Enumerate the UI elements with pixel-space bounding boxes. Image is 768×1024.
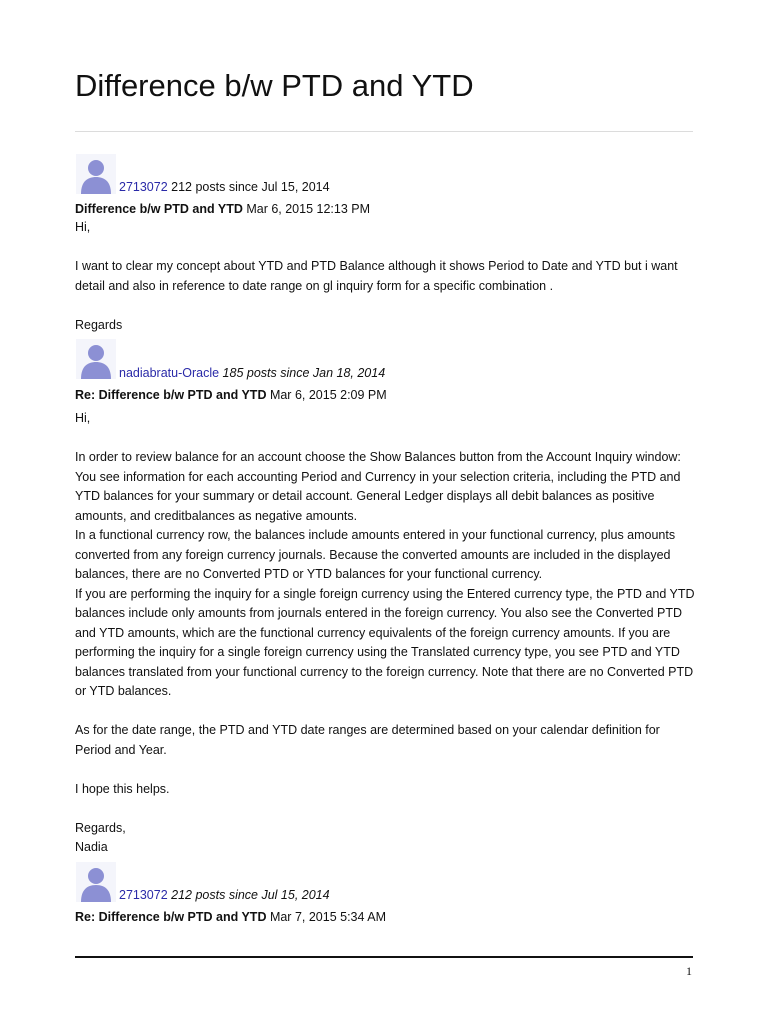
post-subject: Difference b/w PTD and YTD (75, 202, 243, 216)
post-date: Mar 7, 2015 5:34 AM (266, 910, 386, 924)
post-subject: Re: Difference b/w PTD and YTD (75, 910, 267, 924)
author-link[interactable]: 2713072 (119, 180, 168, 194)
post-date: Mar 6, 2015 12:13 PM (242, 202, 371, 216)
body-paragraph: As for the date range, the PTD and YTD date ranges are determined based on your calendar definition for Period and Year. (75, 723, 660, 757)
author-link[interactable]: nadiabratu-Oracle (119, 366, 220, 380)
post-date: Mar 6, 2015 2:09 PM (266, 388, 387, 402)
body-paragraph: Regards, (75, 820, 126, 835)
body-paragraph: Nadia (75, 840, 108, 854)
post-heading (75, 909, 386, 925)
body-paragraph: In a functional currency row, the balances include amounts entered in your functional currency, plus amounts converted from any foreign currency journals. Because the converted amounts are included in the displayed balances, there are no Converted PTD or YTD balances for your functional currency. (75, 528, 676, 581)
author-meta: 212 posts since Jul 15, 2014 (167, 888, 330, 902)
body-paragraph: I hope this helps. (75, 781, 170, 796)
user-icon (76, 862, 116, 902)
avatar[interactable] (76, 154, 116, 194)
post-heading (75, 201, 370, 217)
title-divider (75, 131, 693, 132)
avatar[interactable] (76, 339, 116, 379)
author-link[interactable]: 2713072 (119, 888, 168, 902)
user-icon (76, 154, 116, 194)
body-paragraph: Hi, (75, 220, 91, 234)
post-heading (75, 387, 387, 403)
post-subject: Re: Difference b/w PTD and YTD (75, 388, 267, 402)
body-paragraph: I want to clear my concept about YTD and PTD Balance although it shows Period to Date and YTD but i want detail and also in reference to date range on gl inquiry form for a specific combination . (75, 259, 678, 293)
avatar[interactable] (76, 862, 116, 902)
page-number: 1 (686, 964, 692, 978)
post-body (75, 218, 695, 335)
author-line (119, 365, 385, 381)
author-meta: 185 posts since Jan 18, 2014 (219, 366, 386, 380)
body-paragraph: If you are performing the inquiry for a single foreign currency using the Entered currency type, the PTD and YTD balances include only amounts from journals entered in the foreign currency. You also see the Converted PTD and YTD amounts, which are the functional currency equivalents of the foreign currency amounts. If you are performing the inquiry for a single foreign currency using the Translated currency type, you see PTD and YTD balances translated from your functional currency to the foreign currency. Note that there are no Converted PTD or YTD balances. (75, 586, 695, 698)
author-line (119, 887, 330, 903)
author-line (119, 179, 330, 195)
body-paragraph: Regards (75, 317, 123, 332)
post-body (75, 409, 695, 858)
body-paragraph: In order to review balance for an account choose the Show Balances button from the Account Inquiry window: You see information for each accounting Period and Currency in your selection criteria, including the PTD and YTD balances for your summary or detail account. General Ledger displays all debit balances as positive amounts, and creditbalances as negative amounts. (75, 450, 681, 523)
footer-divider (75, 956, 693, 958)
body-paragraph: Hi, (75, 411, 91, 425)
author-meta: 212 posts since Jul 15, 2014 (167, 180, 330, 194)
page-title: Difference b/w PTD and YTD (75, 68, 474, 103)
user-icon (76, 339, 116, 379)
